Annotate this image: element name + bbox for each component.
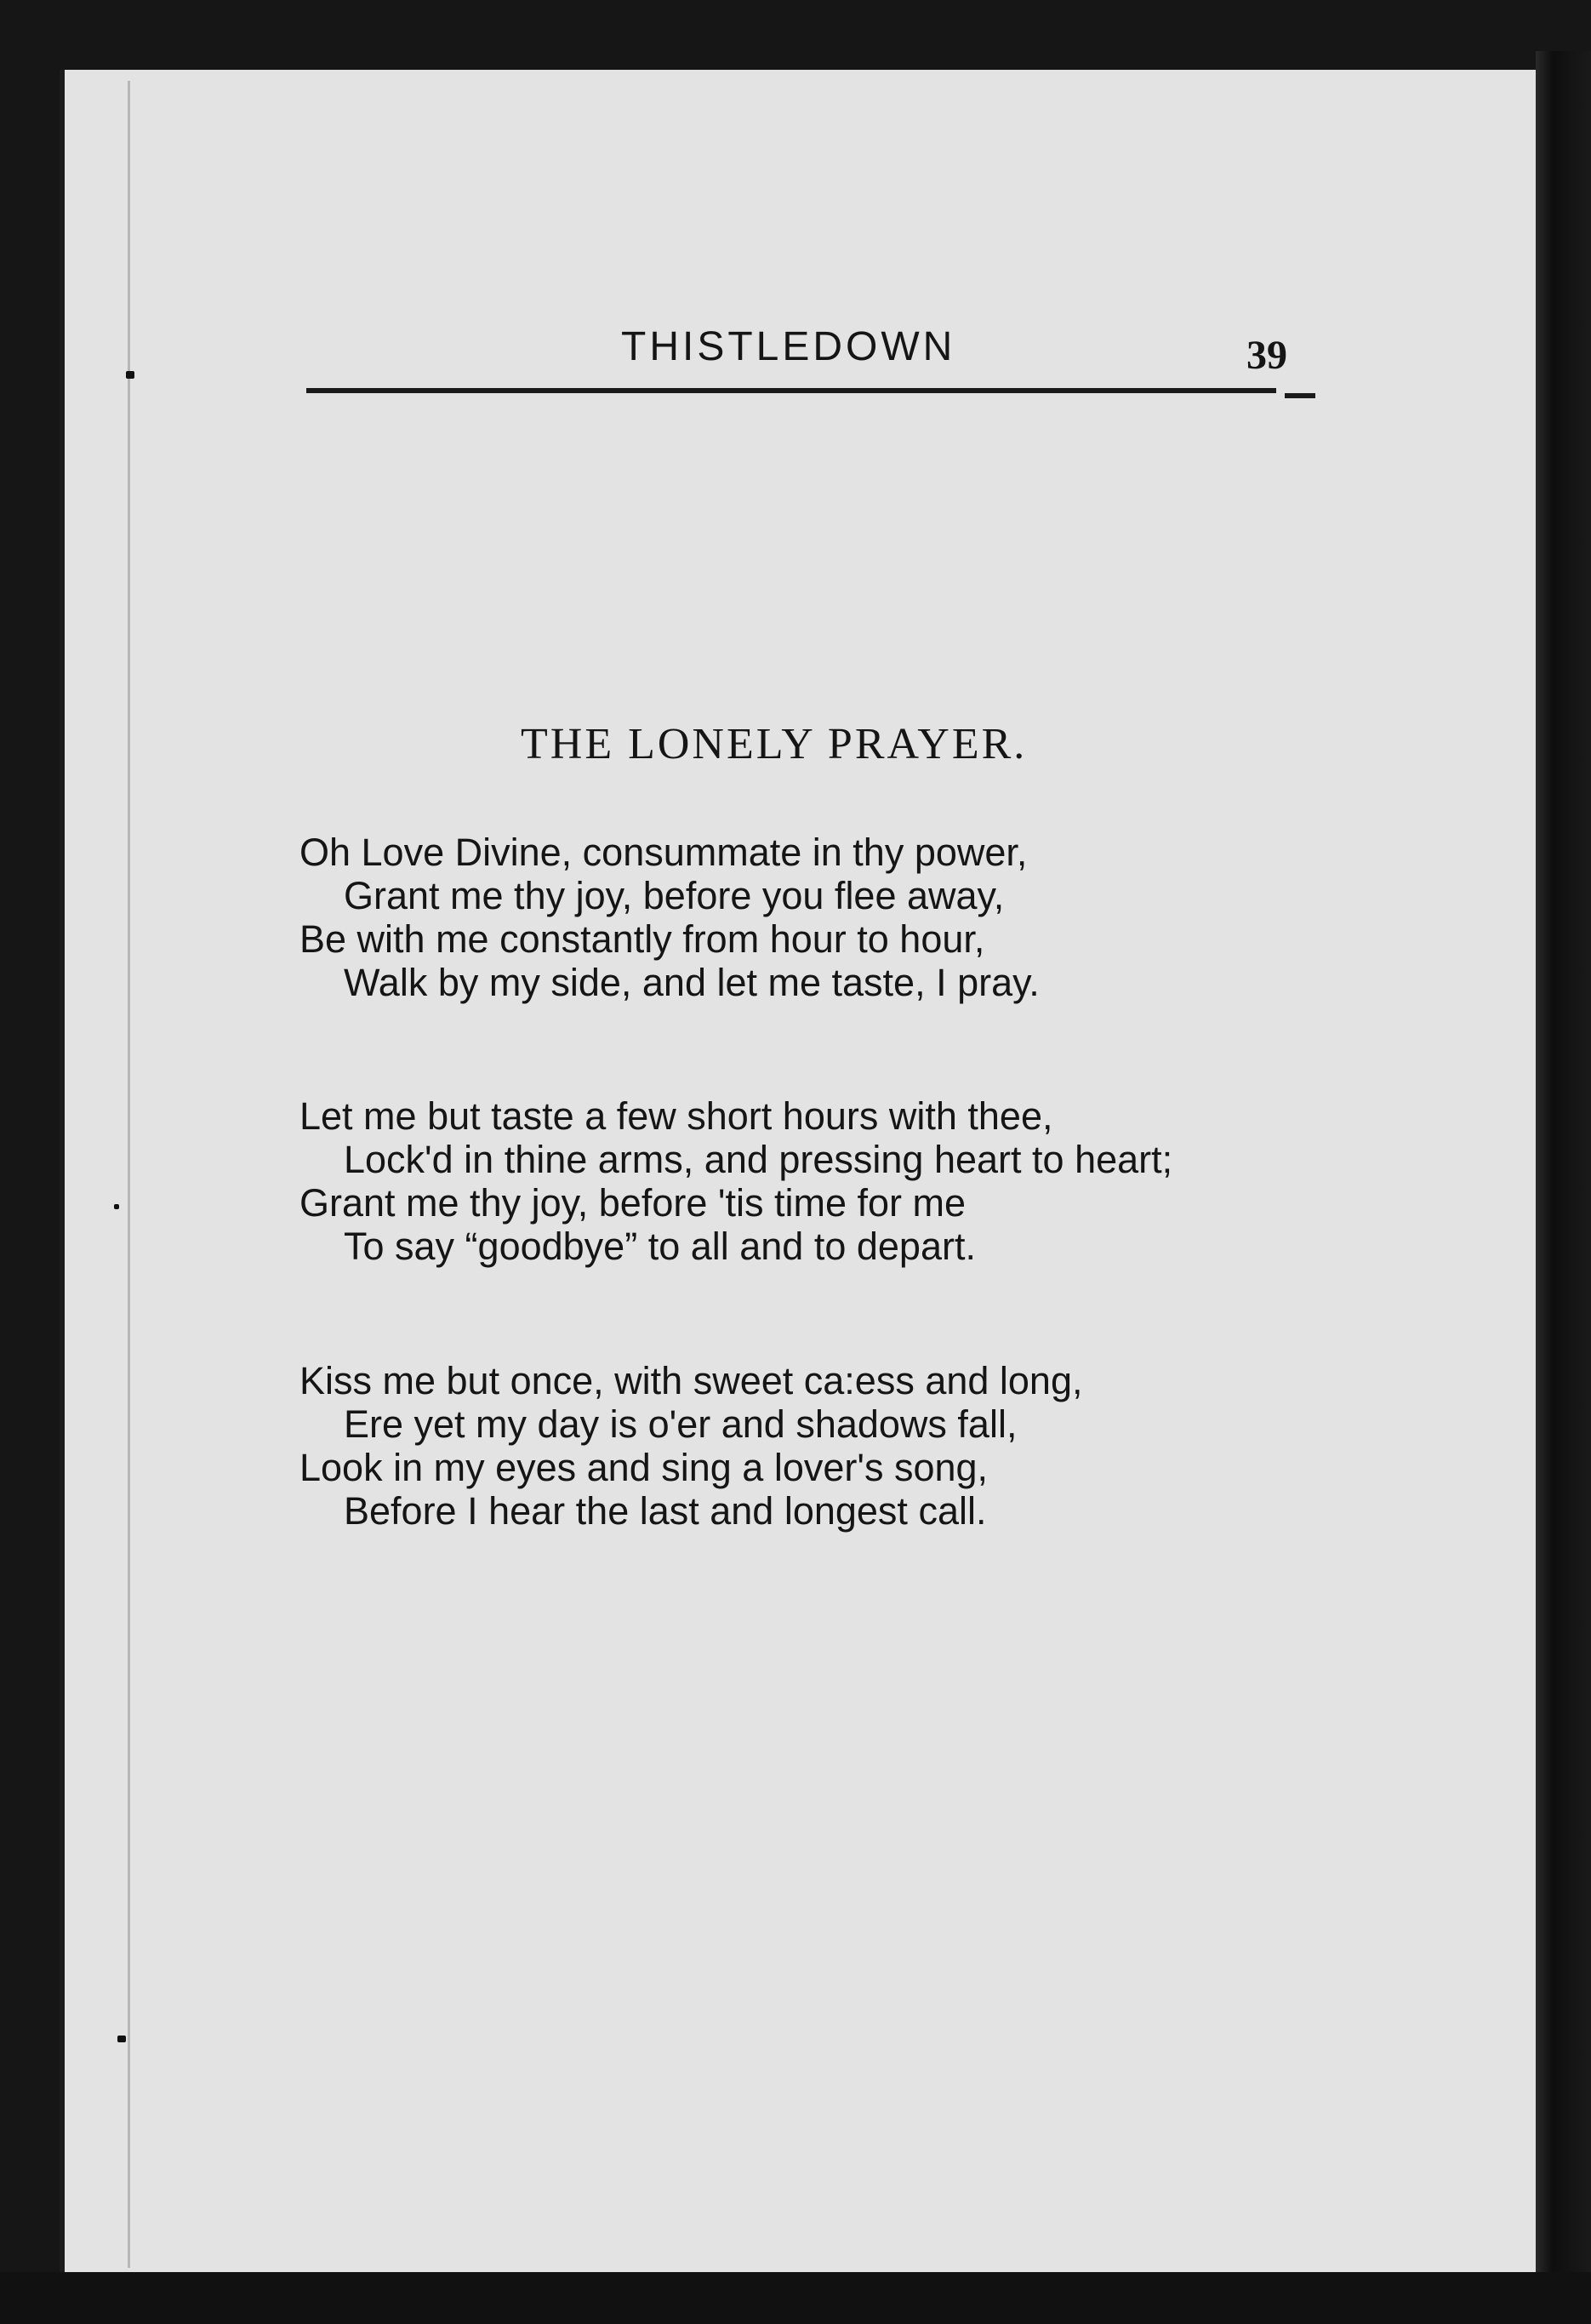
verse-line: To say “goodbye” to all and to depart. [344, 1225, 976, 1268]
stanza [299, 1094, 1172, 1268]
poem-title: THE LONELY PRAYER. [521, 720, 1028, 768]
page-number: 39 [1246, 333, 1287, 378]
stanza [299, 1359, 1082, 1533]
verse-line: Grant me thy joy, before 'tis time for me [299, 1181, 967, 1225]
verse-line: Let me but taste a few short hours with thee, [299, 1094, 1053, 1138]
verse-line: Grant me thy joy, before you flee away, [344, 874, 1005, 917]
verse-line: Ere yet my day is o'er and shadows fall, [344, 1402, 1018, 1446]
header-rule [306, 388, 1276, 393]
page-right-edge [1536, 51, 1591, 2324]
margin-speck [117, 2036, 126, 2042]
verse-line: Look in my eyes and sing a lover's song, [299, 1446, 989, 1489]
running-header-title: THISTLEDOWN [621, 324, 956, 369]
verse-line: Before I hear the last and longest call. [344, 1489, 987, 1533]
margin-speck [126, 371, 134, 379]
verse-line: Lock'd in thine arms, and pressing heart to heart; [344, 1138, 1173, 1181]
verse-line: Kiss me but once, with sweet ca:ess and long, [299, 1359, 1083, 1402]
verse-line: Walk by my side, and let me taste, I pray. [344, 961, 1040, 1004]
page-gutter [128, 81, 130, 2268]
verse-line: Oh Love Divine, consummate in thy power, [299, 831, 1028, 874]
margin-speck [114, 1204, 119, 1209]
page-bottom-edge [0, 2272, 1591, 2324]
stanza [299, 831, 1040, 1004]
header-rule-tail [1285, 393, 1315, 398]
verse-line: Be with me constantly from hour to hour, [299, 917, 985, 961]
